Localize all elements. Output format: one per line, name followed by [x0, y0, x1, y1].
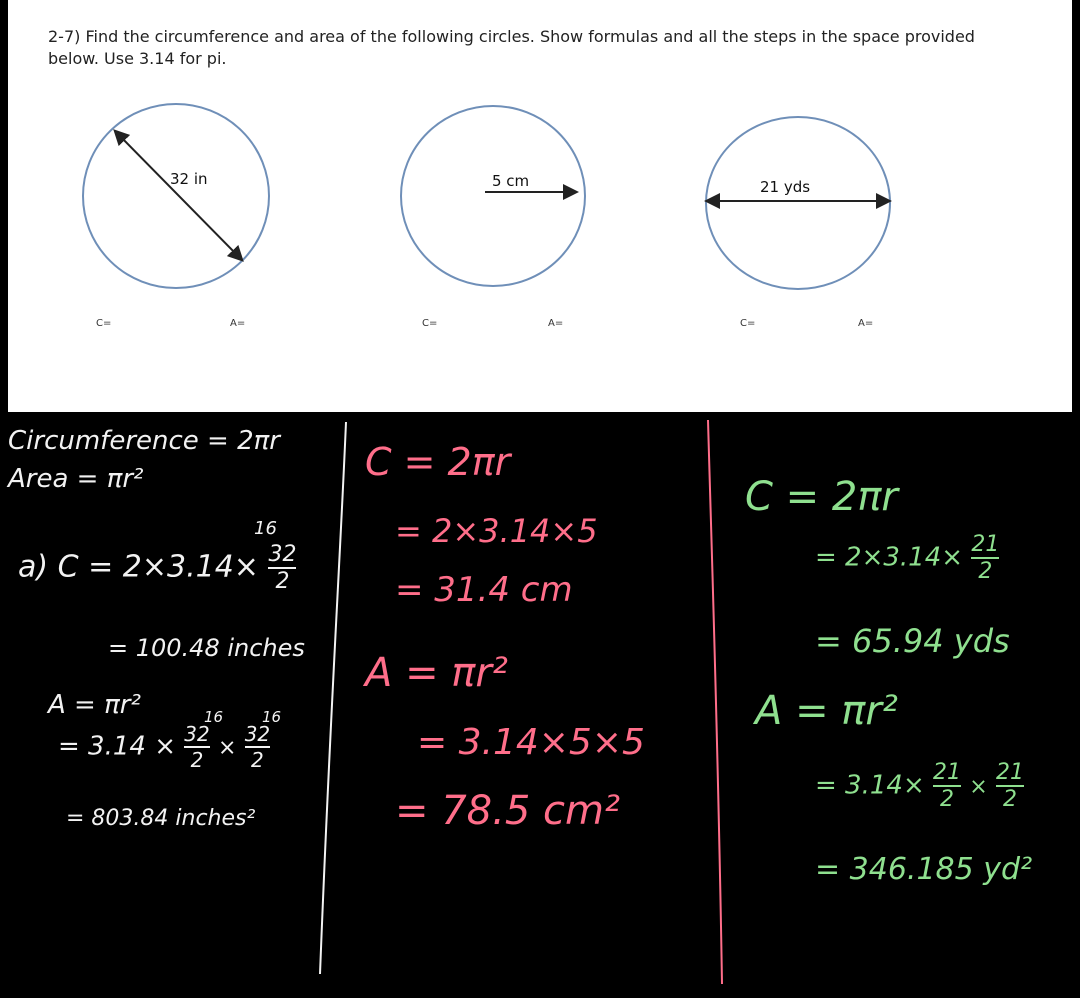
circumference-formula: Circumference = 2πr — [8, 426, 280, 456]
area-small-16a: 16 — [204, 708, 224, 726]
circ-result: = 100.48 inches — [108, 634, 305, 662]
circle-1 — [83, 104, 269, 288]
area-step: = 3.14 × $\frac{32}{2}$ × $\frac{32}{2}$ — [58, 722, 271, 772]
circle-3 — [706, 117, 890, 289]
c-formula: C = 2πr — [365, 440, 511, 484]
circle-3-measure: 21 yds — [760, 178, 811, 196]
c-formula-3: C = 2πr — [745, 474, 898, 520]
area-step-text: = 3.14 × — [58, 731, 185, 762]
area-formula-2: A = πr² — [48, 690, 141, 720]
a-step-3: = 3.14× $\frac{21}{2}$ × $\frac{21}{2}$ — [815, 760, 1024, 812]
area-frac-2-num: 32 — [244, 722, 271, 746]
circle-2-c-label: C= — [422, 318, 438, 329]
circle-1-a-label: A= — [230, 318, 246, 329]
area-frac-2-den: 2 — [251, 748, 264, 772]
column-dividers — [0, 414, 1080, 998]
c-step-3 — [815, 532, 999, 584]
a-formula: A = πr² — [365, 650, 508, 696]
circle-1-diameter — [116, 132, 241, 259]
a-step-3-text: = 3.14× — [815, 770, 925, 801]
a-result-3: = 346.185 yd² — [815, 852, 1033, 887]
area-frac-1 — [184, 722, 209, 772]
a-step: = 3.14×5×5 — [417, 722, 645, 763]
c-step-3-text: = 2×3.14× — [815, 542, 964, 573]
circ-fraction — [268, 542, 296, 594]
a-frac-3b-num: 21 — [995, 760, 1024, 785]
circle-2 — [401, 106, 585, 286]
circle-2-measure: 5 cm — [492, 172, 530, 190]
circle-1-measure: 32 in — [170, 170, 208, 188]
circ-step-1 — [18, 542, 296, 594]
circ-frac-num: 32 — [268, 542, 297, 567]
circle-2-a-label: A= — [548, 318, 564, 329]
a-frac-3a-den: 2 — [940, 787, 954, 812]
c-frac-3-den: 2 — [978, 559, 993, 584]
circ-small-16: 16 — [254, 518, 277, 539]
a-frac-3a-num: 21 — [933, 760, 961, 785]
circ-frac-den: 2 — [275, 569, 290, 594]
problem-prompt: 2-7) Find the circumference and area of the following circles. Show formulas and all the steps in the space provided below. Use 3.14 for pi. — [48, 27, 975, 68]
c-frac-3-num: 21 — [971, 532, 1000, 557]
c-result-3: = 65.94 yds — [815, 622, 1010, 660]
c-step: = 2×3.14×5 — [395, 512, 598, 550]
c-result: = 31.4 cm — [395, 570, 573, 610]
area-frac-2 — [245, 722, 270, 772]
circle-3-c-label: C= — [740, 318, 756, 329]
a-result: = 78.5 cm² — [395, 788, 620, 834]
handwritten-board — [0, 414, 1080, 998]
circ-step-1-text: a) C = 2×3.14× — [18, 549, 259, 585]
area-frac-1-num: 32 — [184, 722, 210, 746]
a-formula-3: A = πr² — [755, 688, 898, 734]
circle-3-a-label: A= — [858, 318, 874, 329]
circle-diagrams — [8, 0, 1072, 412]
a-frac-3a — [933, 760, 961, 812]
c-frac-3 — [971, 532, 999, 584]
circle-1-c-label: C= — [96, 318, 112, 329]
worksheet-panel — [8, 0, 1072, 412]
area-frac-1-den: 2 — [190, 748, 204, 772]
area-result: = 803.84 inches² — [66, 806, 256, 831]
a-frac-3b-den: 2 — [1002, 787, 1017, 812]
area-small-16b: 16 — [262, 708, 282, 726]
area-formula: Area = πr² — [8, 464, 144, 494]
a-frac-3b — [996, 760, 1024, 812]
